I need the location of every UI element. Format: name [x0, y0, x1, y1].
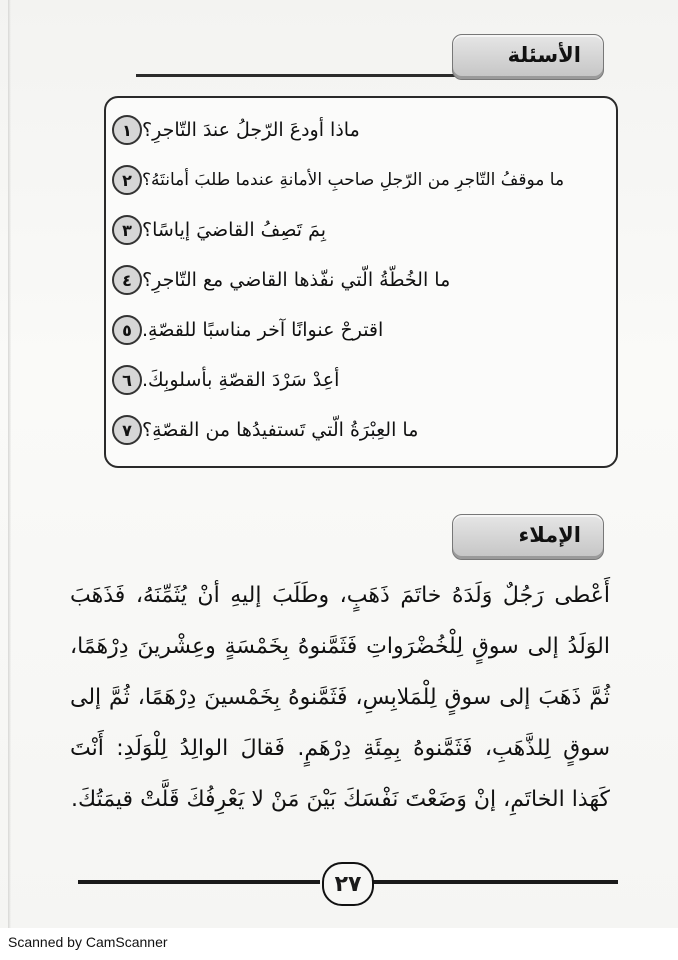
- footer-rule-right: [372, 880, 618, 884]
- question-number-badge: ٣: [112, 215, 142, 245]
- questions-title: الأسئلة: [507, 43, 581, 67]
- question-item: [112, 210, 602, 250]
- dictation-header-tab: [452, 514, 604, 560]
- questions-header-tab: [452, 34, 604, 80]
- question-text: ماذا أودعَ الرّجلُ عندَ التّاجرِ؟: [142, 119, 360, 141]
- question-number-badge: ٧: [112, 415, 142, 445]
- question-text: ما موقفُ التّاجرِ من الرّجلِ صاحبِ الأمانةِ عندما طلبَ أمانتَهُ؟: [142, 170, 565, 190]
- question-item: [112, 310, 602, 350]
- question-number-badge: ١: [112, 115, 142, 145]
- dictation-title: الإملاء: [518, 523, 581, 547]
- scan-edge: [8, 0, 11, 928]
- question-number-badge: ٦: [112, 365, 142, 395]
- questions-box: [104, 96, 618, 468]
- scan-watermark: Scanned by CamScanner: [8, 934, 168, 950]
- question-text: بِمَ تَصِفُ القاضيَ إياسًا؟: [142, 219, 327, 241]
- question-item: [112, 360, 602, 400]
- dictation-paragraph: أَعْطى رَجُلٌ وَلَدَهُ خاتَمَ ذَهَبٍ، وطَلَبَ إليهِ أنْ يُثَمِّنَهُ، فَذَهَبَ الوَلَدُ إلى سوقٍ لِلْخُضْرَواتِ فَثَمَّنوهُ بِخَمْسَةٍ وعِشْرينَ دِرْهَمًا، ثُمَّ ذَهَبَ إلى سوقٍ لِلْمَلابِسِ، فَثَمَّنوهُ بِخَمْسينَ دِرْهَمًا، ثُمَّ إلى سوقٍ لِلذَّهَبِ، فَثَمَّنوهُ بِمِئَةِ دِرْهَمٍ. فَقالَ الوالِدُ لِلْوَلَدِ: أَنْتَ كَهَذا الخاتَمِ، إنْ وَضَعْتَ نَفْسَكَ بَيْنَ مَنْ لا يَعْرِفُكَ قَلَّتْ قيمَتُكَ.: [70, 583, 610, 812]
- question-number-badge: ٥: [112, 315, 142, 345]
- page-number: ٢٧: [322, 862, 374, 906]
- question-item: [112, 160, 602, 200]
- question-item: [112, 410, 602, 450]
- question-text: اقترحْ عنوانًا آخر مناسبًا للقصّةِ.: [142, 319, 384, 341]
- question-number-badge: ٤: [112, 265, 142, 295]
- question-text: ما العِبْرَةُ الّتي تَستفيدُها من القصّةِ؟: [142, 419, 419, 441]
- question-item: [112, 110, 602, 150]
- question-item: [112, 260, 602, 300]
- question-text: أعِدْ سَرْدَ القصّةِ بأسلوبِكَ.: [142, 369, 340, 391]
- question-text: ما الخُطّةُ الّتي نفّذها القاضي مع التّاجرِ؟: [142, 269, 451, 291]
- question-number-badge: ٢: [112, 165, 142, 195]
- footer-rule-left: [78, 880, 320, 884]
